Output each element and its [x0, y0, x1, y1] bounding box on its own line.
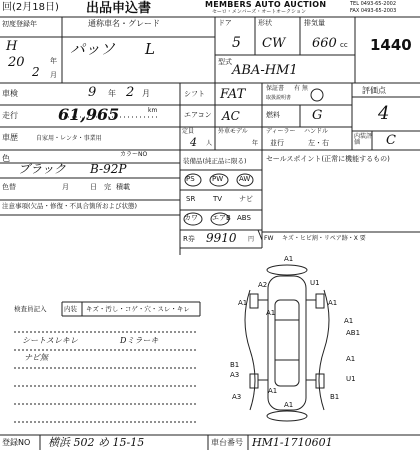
fw-label: FW: [264, 235, 274, 242]
logo: MEMBERS AUTO AUCTION: [205, 0, 327, 9]
color-pending: 積載: [116, 183, 130, 191]
mark-right-rear-a1: A1: [346, 355, 356, 363]
equip-sr: SR: [186, 195, 196, 203]
mark-rear-right-b1: B1: [330, 393, 340, 401]
color-change-label: 色替: [2, 183, 16, 191]
displacement-label: 排気量: [304, 19, 325, 27]
era-value: H: [6, 39, 18, 54]
mark-right-rear-u1: U1: [346, 375, 356, 383]
shift-value: FAT: [220, 87, 246, 102]
sales-point-label: セールスポイント(正常に機能するもの): [266, 155, 390, 163]
mark-right-ab1: AB1: [346, 329, 361, 337]
interior-value: C: [386, 133, 396, 148]
dealer-label: ディーラー: [266, 128, 296, 135]
color-no-value: B-92P: [90, 162, 127, 176]
lot-number: 1440: [370, 36, 412, 54]
inspection-month-unit: 月: [142, 89, 150, 98]
mark-right-door-a1: A1: [344, 317, 354, 325]
mark-left-a1: A1: [238, 299, 248, 307]
history-label: 車歴: [2, 133, 18, 142]
chassis-value: HM1-1710601: [252, 436, 333, 449]
interior-label: 内装評価: [354, 133, 373, 146]
reg-number: 横浜 502 め 15-15: [48, 436, 145, 449]
seats-label: 定員: [182, 128, 195, 135]
chassis-label: 車台番号: [211, 438, 243, 447]
note-mirror: Dミラーキ: [120, 336, 159, 345]
fuel-label: 燃料: [266, 111, 280, 119]
equip-pw: PW: [212, 175, 224, 183]
note-navi: ナビ無: [24, 353, 48, 362]
grade-value: L: [145, 40, 155, 58]
manual-label: 取扱説明書: [266, 95, 292, 101]
first-reg-label: 初度登録年: [2, 20, 37, 28]
inspector-label: 検査員記入: [14, 305, 47, 313]
dealer-value: 並行: [270, 139, 284, 147]
session-label: 回(2月18日): [2, 2, 59, 13]
equip-ps: PS: [186, 175, 195, 183]
ext-model-unit: 年: [252, 140, 259, 147]
seats-unit: 人: [206, 140, 213, 147]
reg-month-value: 2: [32, 65, 40, 79]
year-unit: 年: [50, 57, 57, 65]
ac-label: エアコン: [184, 111, 212, 119]
color-label: 色: [2, 154, 10, 163]
mark-hood-a1: A1: [266, 309, 276, 317]
reg-label: 登録NO: [2, 438, 31, 447]
equip-abs: ABS: [237, 214, 251, 222]
month-unit: 月: [50, 71, 57, 79]
shift-label: シフト: [184, 90, 205, 98]
seats-value: 4: [190, 136, 197, 149]
cc-unit: cc: [340, 41, 348, 49]
ac-value: AC: [222, 109, 240, 123]
warranty-label: 保証書: [266, 85, 285, 92]
recycle-label: R券: [183, 235, 195, 243]
equip-tv: TV: [213, 195, 223, 203]
damage-options: キズ・汚し・コゲ・穴・スレ・キレ: [86, 305, 190, 313]
damage-legend: キズ・ヒビ割・リペア跡・X 要: [282, 235, 366, 242]
recycle-value: 9910: [206, 231, 237, 245]
rating-label: 評価点: [362, 86, 386, 95]
ext-model-label: 外車モデル: [218, 128, 248, 135]
inspection-month: 2: [126, 85, 135, 100]
interior-box-label: 内装: [64, 305, 77, 313]
tel: TEL 0493-65-2002: [350, 1, 397, 7]
handle-label: ハンドル: [304, 128, 329, 135]
warranty-options: 有 無: [294, 85, 308, 92]
color-change-day: 日: [90, 183, 97, 191]
recycle-unit: 円: [248, 236, 255, 243]
rating-value: 4: [378, 103, 390, 124]
fax: FAX 0493-65-2003: [350, 8, 397, 14]
logo-sub: セーロ・メンバーズ・オートオークション: [212, 9, 306, 15]
handle-value: 左・右: [308, 139, 329, 147]
shape-value: CW: [262, 36, 286, 51]
door-label: ドア: [218, 19, 232, 27]
doors-value: 5: [232, 35, 241, 51]
car-name-value: パッソ: [70, 40, 116, 58]
model-label: 型式: [218, 58, 232, 66]
color-value: ブラック: [18, 162, 66, 176]
shape-label: 形状: [258, 19, 272, 27]
reg-year-value: 20: [8, 55, 25, 70]
car-name-label: 通称車名・グレード: [88, 19, 160, 28]
equip-aw: AW: [239, 175, 251, 183]
fuel-value: G: [312, 108, 323, 123]
mark-rear-bumper-a1: A1: [284, 401, 294, 409]
mileage-value: 61,965: [58, 105, 120, 124]
mark-rear-left-a3: A3: [232, 393, 242, 401]
equip-airbag: エアB: [212, 214, 231, 222]
mark-left-a3: A3: [230, 371, 240, 379]
mark-rear-a1: A1: [268, 387, 278, 395]
form-title: 出品申込書: [86, 1, 152, 16]
inspection-year-unit: 年: [108, 89, 116, 98]
mark-front-a1: A1: [284, 255, 294, 263]
remarks-label: 注意事項(欠品・修復・不具合箇所および状態): [2, 202, 138, 210]
history-options: 自家用・レンタ・事業用: [36, 135, 102, 142]
inspection-year: 9: [88, 85, 97, 100]
note-seat: シートスレキレ: [22, 336, 78, 345]
equipment-title: 装備品(純正品に限る): [183, 157, 247, 165]
displacement-value: 660: [312, 36, 337, 51]
mark-right-a1: A1: [328, 299, 338, 307]
equip-navi: ナビ: [239, 195, 253, 203]
color-no-label: カラーNO: [120, 151, 148, 158]
mileage-unit: km: [148, 107, 158, 114]
equip-leather: カワ: [184, 214, 198, 222]
model-code-value: ABA-HM1: [232, 63, 298, 78]
color-completed: 完: [104, 183, 111, 191]
inspection-label: 車検: [2, 89, 18, 98]
mileage-label: 走行: [2, 111, 18, 120]
mark-left-b1: B1: [230, 361, 240, 369]
mark-front-left-a2: A2: [258, 281, 268, 289]
color-change-month: 月: [62, 183, 69, 191]
mark-front-right-u1: U1: [310, 279, 320, 287]
